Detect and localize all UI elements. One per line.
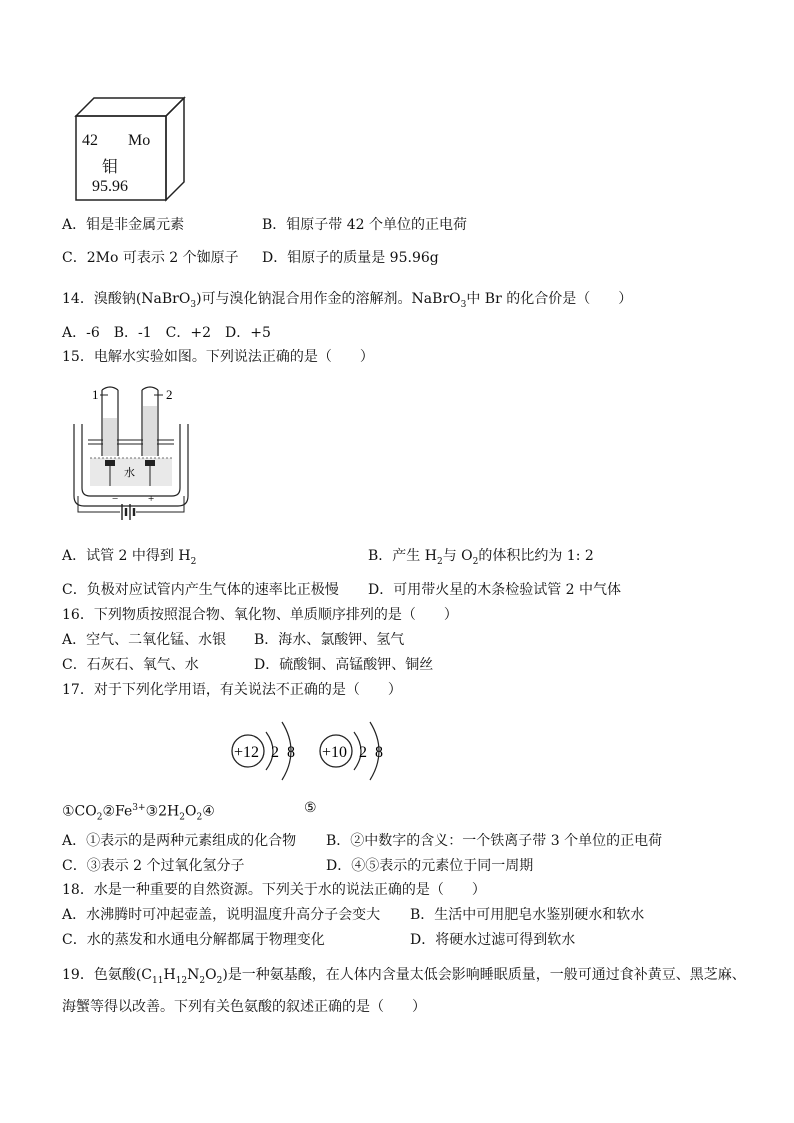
- element-number: 42: [82, 132, 98, 149]
- neg-terminal: −: [112, 493, 119, 505]
- pos-terminal: +: [148, 493, 155, 505]
- q15-b-sub2: 2: [472, 556, 479, 567]
- q15-b-sub1: 2: [436, 556, 443, 567]
- q14-formula-close: ): [196, 291, 202, 307]
- q18-option-d: D．将硬水过滤可得到软水: [410, 932, 576, 948]
- q16-option-c: C．石灰石、氧气、水: [62, 657, 199, 673]
- q15-b-mid: 与 O: [442, 548, 473, 564]
- q13-option-b: B．钼原子带 42 个单位的正电荷: [262, 217, 468, 233]
- q19-s4: 2: [216, 975, 223, 986]
- q14-stem: [62, 290, 632, 314]
- q15-b-post: 的体积比约为 1: 2: [478, 548, 594, 564]
- atom-structure-diagrams: [228, 708, 398, 794]
- q15-option-c: C．负极对应试管内产生气体的速率比正极慢: [62, 582, 339, 598]
- q17-items: [62, 799, 215, 826]
- q17-item2-sup: 3+: [132, 803, 146, 813]
- q17-option-a: A．①表示的是两种元素组成的化合物: [62, 833, 297, 849]
- atom2-shell1: 2: [359, 744, 367, 761]
- q18-option-a: A．水沸腾时可冲起壶盖，说明温度升高分子会变大: [62, 907, 381, 923]
- q17-item3-sub1: 2: [179, 812, 185, 823]
- q15-stem: 15．电解水实验如图。下列说法正确的是（ ）: [62, 349, 374, 365]
- q17-option-d: D．④⑤表示的元素位于同一周期: [326, 858, 534, 874]
- q16-option-b: B．海水、氯酸钾、氢气: [254, 632, 405, 648]
- element-symbol: Mo: [128, 132, 151, 149]
- q14-formula-sub: 3: [190, 299, 197, 310]
- q17-item3: ③2H: [145, 803, 180, 820]
- q14-formula-open: (NaBrO: [135, 291, 191, 307]
- element-cube: [74, 94, 186, 204]
- q19-f5: ): [222, 967, 228, 983]
- q19-stem-line1: [62, 966, 746, 990]
- q13-option-a: A．钼是非金属元素: [62, 217, 185, 233]
- q17-item5: ⑤: [304, 800, 317, 816]
- q17-item3-mid: O: [184, 803, 197, 820]
- electrolysis-diagram: [70, 384, 194, 520]
- q17-option-c: C．③表示 2 个过氧化氢分子: [62, 858, 245, 874]
- q19-f3: N: [187, 967, 200, 983]
- q17-item3-sub2: 2: [196, 812, 203, 823]
- atom1-shell2: 8: [287, 744, 295, 761]
- q17-item1: ①CO: [62, 803, 97, 820]
- tube2-label: 2: [166, 387, 173, 402]
- q17-stem: 17．对于下列化学用语，有关说法不正确的是（ ）: [62, 682, 402, 698]
- element-name: 钼: [102, 159, 119, 176]
- q16-stem: 16．下列物质按照混合物、氧化物、单质顺序排列的是（ ）: [62, 607, 458, 623]
- q16-option-a: A．空气、二氧化锰、水银: [62, 632, 227, 648]
- tube1-label: 1: [92, 387, 99, 402]
- q19-f4: O: [205, 967, 217, 983]
- q19-f1: (C: [135, 967, 153, 983]
- q17-item1-sub: 2: [96, 812, 103, 823]
- q17-item2: ②Fe: [102, 803, 133, 820]
- q16-option-d: D．硫酸铜、高锰酸钾、铜丝: [254, 657, 434, 673]
- q19-s3: 2: [199, 975, 206, 986]
- q18-option-c: C．水的蒸发和水通电分解都属于物理变化: [62, 932, 325, 948]
- atom1-nucleus-label: +12: [234, 744, 260, 761]
- q15-b-pre: B．产生 H: [368, 548, 437, 564]
- q19-stem-line2: 海蟹等得以改善。下列有关色氨酸的叙述正确的是（ ）: [62, 999, 426, 1015]
- q14-stem-c: 中 Br 的化合价是（ ）: [466, 291, 633, 307]
- q14-stem-b: 可与溴化钠混合用作金的溶解剂。NaBrO: [201, 291, 461, 307]
- q13-option-d: D．钼原子的质量是 95.96g: [262, 250, 439, 266]
- atom2-nucleus-label: +10: [322, 744, 348, 761]
- water-label: 水: [124, 467, 135, 479]
- q15-a-text: A．试管 2 中得到 H: [62, 548, 191, 564]
- q18-stem: 18．水是一种重要的自然资源。下列关于水的说法正确的是（ ）: [62, 882, 486, 898]
- q14-stem-sub: 3: [460, 299, 467, 310]
- q13-option-c: C．2Mo 可表示 2 个铷原子: [62, 250, 239, 266]
- q19-stem-b: 是一种氨基酸，在人体内含量太低会影响睡眠质量，一般可通过食补黄豆、黑芝麻、: [227, 967, 746, 983]
- element-mass: 95.96: [92, 178, 128, 195]
- atom1-shell1: 2: [271, 744, 279, 761]
- q15-option-d: D．可用带火星的木条检验试管 2 中气体: [368, 582, 622, 598]
- q15-a-sub: 2: [190, 556, 197, 567]
- q15-option-b: [368, 547, 594, 571]
- q17-option-b: B．②中数字的含义：一个铁离子带 3 个单位的正电荷: [326, 833, 663, 849]
- q19-f2: H: [163, 967, 176, 983]
- q18-option-b: B．生活中可用肥皂水鉴别硬水和软水: [410, 907, 645, 923]
- q14-stem-a: 14．溴酸钠: [62, 291, 136, 307]
- q14-options: A．-6 B．-1 C．+2 D．+5: [62, 325, 271, 341]
- q19-stem-a: 19．色氨酸: [62, 967, 136, 983]
- atom2-shell2: 8: [375, 744, 383, 761]
- q19-s2: 12: [175, 975, 188, 986]
- q15-option-a: [62, 547, 196, 571]
- q17-item4: ④: [202, 803, 215, 820]
- q19-s1: 11: [152, 975, 164, 986]
